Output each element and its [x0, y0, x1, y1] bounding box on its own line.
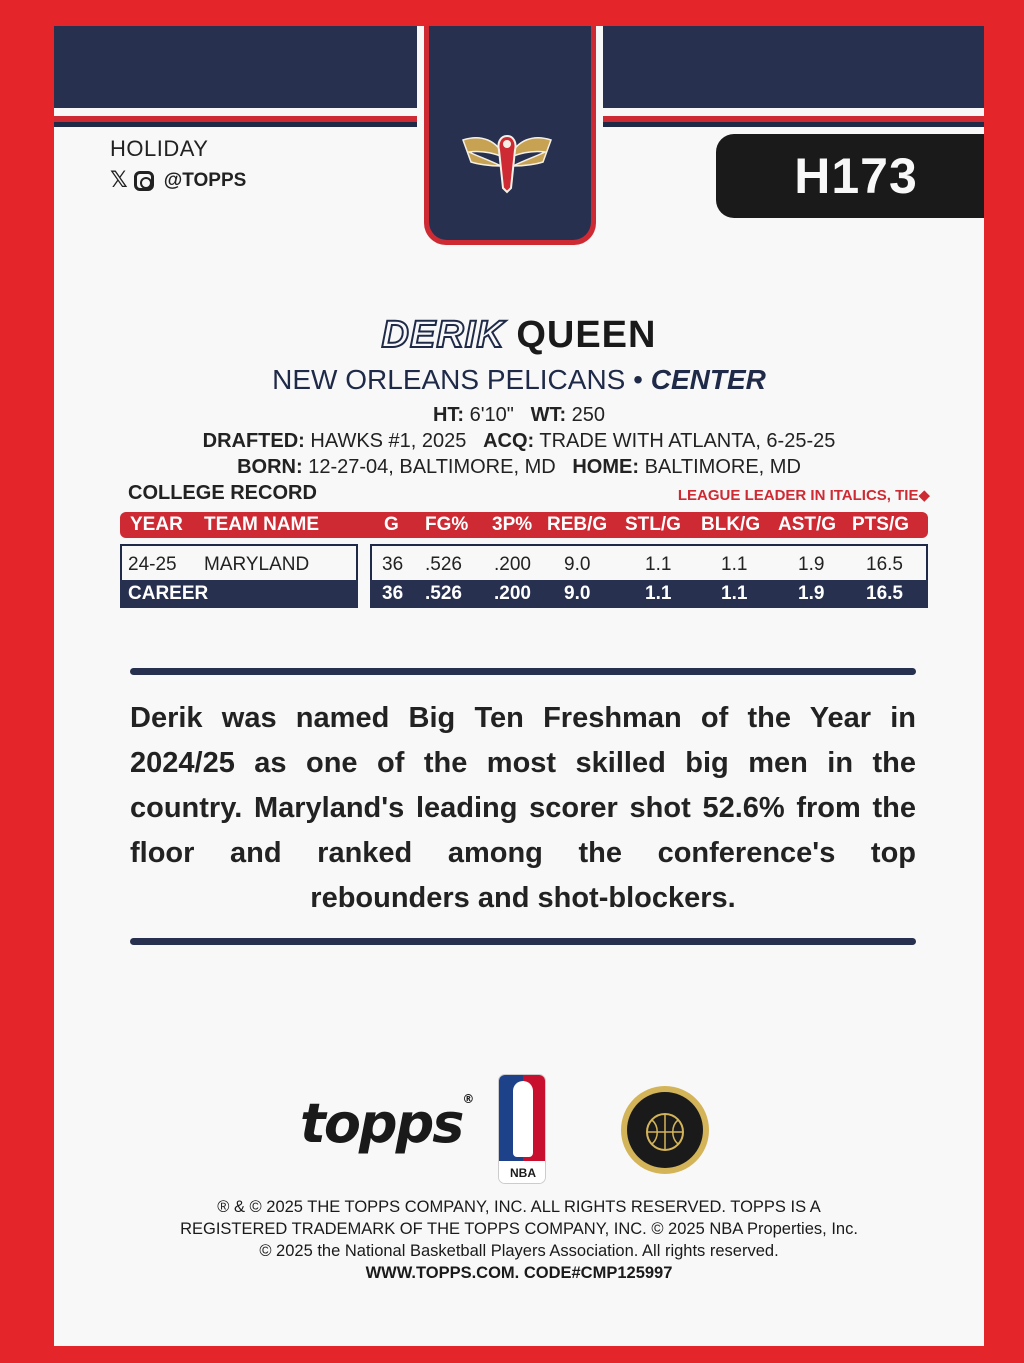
- acq-label: ACQ:: [483, 430, 535, 452]
- wt-value: 250: [566, 404, 606, 426]
- basketball-icon: [627, 1092, 703, 1168]
- separator-dot: •: [633, 364, 643, 395]
- stat-cell: .526: [425, 554, 462, 575]
- nba-logo-text: NBA: [499, 1161, 546, 1184]
- stat-cell: 24-25: [128, 554, 177, 575]
- card-number: H173: [794, 148, 918, 204]
- stat-cell: 36: [382, 583, 404, 604]
- stat-cell: MARYLAND: [204, 554, 310, 575]
- set-name: HOLIDAY: [110, 136, 209, 161]
- header-year: YEAR: [130, 514, 183, 535]
- stat-cell: 1.1: [645, 583, 672, 604]
- header-g: G: [384, 514, 399, 535]
- instagram-icon: [134, 171, 154, 191]
- team-name: NEW ORLEANS PELICANS: [272, 364, 626, 395]
- trading-card-back: [54, 26, 984, 1346]
- ht-value: 6'10": [464, 404, 514, 426]
- player-blurb: Derik was named Big Ten Freshman of the Year in 2024/25 as one of the most skilled big men in the country. Maryland's leading scorer shot 52.6% from the floor and ranked among the conference's top rebounders and shot-blockers.: [130, 702, 916, 914]
- header-ast: AST/G: [778, 514, 837, 535]
- header-team-name: TEAM NAME: [204, 514, 320, 535]
- record-title: COLLEGE RECORD: [128, 482, 317, 504]
- stat-cell: 9.0: [564, 554, 591, 575]
- topps-wordmark: topps: [300, 1092, 463, 1155]
- stat-cell: .200: [494, 583, 531, 604]
- ht-label: HT:: [432, 404, 465, 426]
- social-handle: @TOPPS: [163, 169, 247, 191]
- nbpa-seal-icon: [621, 1086, 709, 1174]
- pelicans-logo-icon: [461, 130, 553, 194]
- home-value: BALTIMORE, MD: [639, 456, 801, 478]
- born-label: BORN:: [237, 456, 303, 478]
- league-leader-note: LEAGUE LEADER IN ITALICS, TIE◆: [677, 487, 930, 504]
- player-last-name: QUEEN: [516, 314, 657, 356]
- stat-cell: 1.1: [721, 583, 748, 604]
- stat-cell: CAREER: [128, 583, 209, 604]
- born-value: 12-27-04, BALTIMORE, MD: [302, 456, 556, 478]
- bio-line-height-weight: [54, 404, 984, 427]
- legal-line-1: ® & © 2025 THE TOPPS COMPANY, INC. ALL RIGHTS RESERVED. TOPPS IS A: [217, 1198, 821, 1216]
- stat-cell: .200: [494, 554, 531, 575]
- stat-cell: 16.5: [866, 554, 903, 575]
- header-reb: REB/G: [547, 514, 608, 535]
- stat-cell: 16.5: [866, 583, 903, 604]
- social-handles: [110, 168, 246, 193]
- drafted-value: HAWKS #1, 2025: [304, 430, 467, 452]
- home-label: HOME:: [572, 456, 640, 478]
- nba-logo-icon: [498, 1074, 546, 1184]
- header-blk: BLK/G: [701, 514, 761, 535]
- drafted-label: DRAFTED:: [202, 430, 305, 452]
- team-logo-tab: [417, 26, 603, 252]
- bio-line-born: [54, 456, 984, 479]
- stat-cell: 36: [382, 554, 404, 575]
- header-pts: PTS/G: [852, 514, 910, 535]
- header-stl: STL/G: [625, 514, 681, 535]
- legal-line-2: REGISTERED TRADEMARK OF THE TOPPS COMPANY, INC. © 2025 NBA Properties, Inc.: [180, 1220, 858, 1238]
- stat-cell: .526: [425, 583, 462, 604]
- header-fg-pct: FG%: [425, 514, 469, 535]
- player-first-name: DERIK: [381, 314, 505, 356]
- bio-line-draft: [54, 430, 984, 453]
- header-3p-pct: 3P%: [492, 514, 533, 535]
- x-logo-icon: 𝕏: [110, 168, 128, 193]
- stat-cell: 9.0: [564, 583, 591, 604]
- legal-line-4: WWW.TOPPS.COM. CODE#CMP125997: [365, 1264, 673, 1282]
- stat-cell: 1.9: [798, 583, 825, 604]
- acq-value: TRADE WITH ATLANTA, 6-25-25: [534, 430, 836, 452]
- stat-cell: 1.1: [645, 554, 672, 575]
- wt-label: WT:: [530, 404, 567, 426]
- legal-line-3: © 2025 the National Basketball Players Association. All rights reserved.: [259, 1242, 779, 1260]
- topps-logo: [300, 1092, 472, 1155]
- team-position-line: [54, 364, 984, 396]
- divider-bottom: [130, 938, 916, 945]
- stat-cell: 1.1: [721, 554, 748, 575]
- divider-top: [130, 668, 916, 675]
- player-position: CENTER: [650, 364, 766, 395]
- registered-mark: ®: [462, 1092, 473, 1106]
- stat-cell: 1.9: [798, 554, 825, 575]
- player-name: [54, 314, 984, 357]
